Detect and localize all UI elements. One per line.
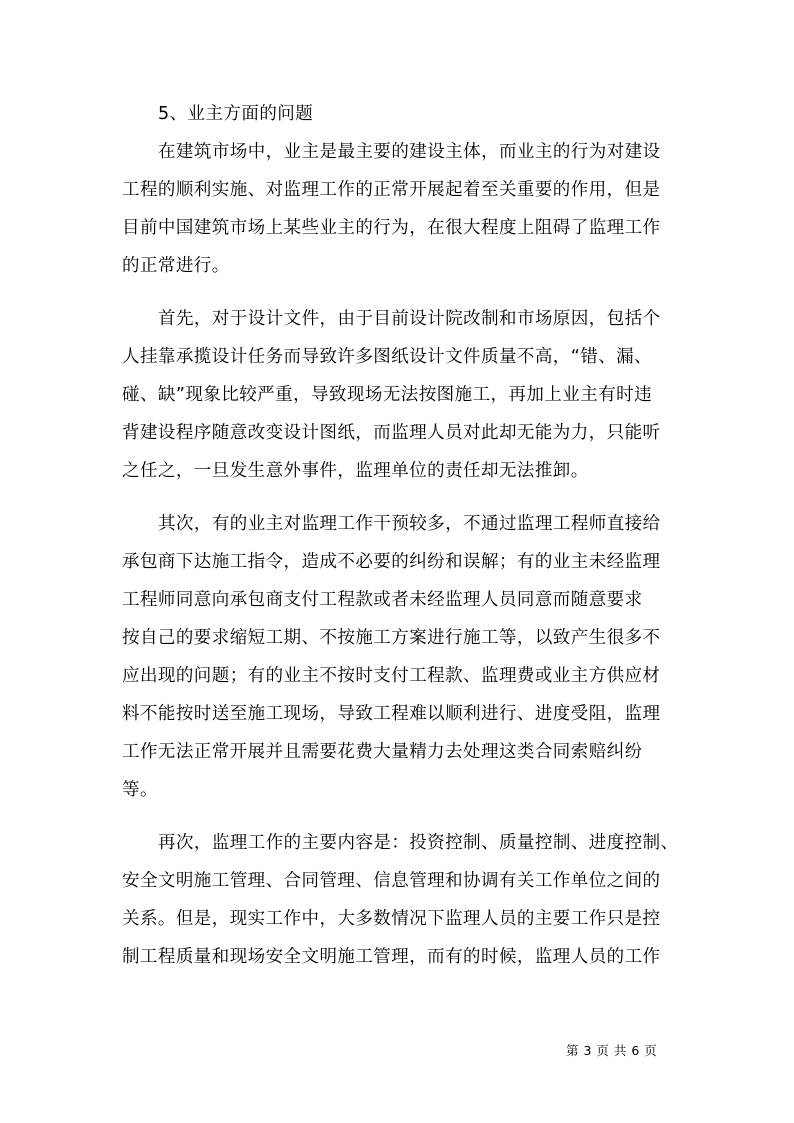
text-line: 制工程质量和现场安全文明施工管理，而有的时候，监理人员的工作 (122, 947, 661, 967)
text-line: 再次，监理工作的主要内容是：投资控制、质量控制、进度控制、 (158, 833, 679, 853)
text-line: 人挂靠承揽设计任务而导致许多图纸设计文件质量不高，“错、漏、 (122, 347, 653, 367)
text-line: 关系。但是，现实工作中，大多数情况下监理人员的主要工作只是控 (122, 909, 661, 929)
text-line: 料不能按时送至施工现场，导致工程难以顺利进行、进度受阻，监理 (122, 704, 661, 724)
text-line: 等。 (122, 780, 158, 800)
text-line: 其次，有的业主对监理工作干预较多，不通过监理工程师直接给 (158, 514, 661, 534)
page-number: 第 3 页 共 6 页 (566, 1043, 658, 1058)
text-line: 首先，对于设计文件，由于目前设计院改制和市场原因，包括个 (158, 309, 661, 329)
text-line: 在建筑市场中，业主是最主要的建设主体，而业主的行为对建设 (158, 142, 661, 162)
section-heading: 5、业主方面的问题 (158, 104, 314, 124)
text-line: 碰、缺”现象比较严重，导致现场无法按图施工，再加上业主有时违 (122, 385, 653, 405)
text-line: 工程的顺利实施、对监理工作的正常开展起着至关重要的作用，但是 (122, 180, 661, 200)
text-line: 目前中国建筑市场上某些业主的行为，在很大程度上阻碍了监理工作 (122, 218, 661, 238)
text-line: 安全文明施工管理、合同管理、信息管理和协调有关工作单位之间的 (122, 871, 661, 891)
text-line: 之任之，一旦发生意外事件，监理单位的责任却无法推卸。 (122, 461, 589, 481)
text-line: 工作无法正常开展并且需要花费大量精力去处理这类合同索赔纠纷 (122, 742, 643, 762)
text-line: 工程师同意向承包商支付工程款或者未经监理人员同意而随意要求 (122, 590, 643, 610)
text-line: 的正常进行。 (122, 256, 230, 276)
text-line: 按自己的要求缩短工期、不按施工方案进行施工等，以致产生很多不 (122, 628, 661, 648)
text-line: 背建设程序随意改变设计图纸，而监理人员对此却无能为力，只能听 (122, 423, 661, 443)
text-line: 应出现的问题；有的业主不按时支付工程款、监理费或业主方供应材 (122, 666, 661, 686)
text-line: 承包商下达施工指令，造成不必要的纠纷和误解；有的业主未经监理 (122, 552, 661, 572)
